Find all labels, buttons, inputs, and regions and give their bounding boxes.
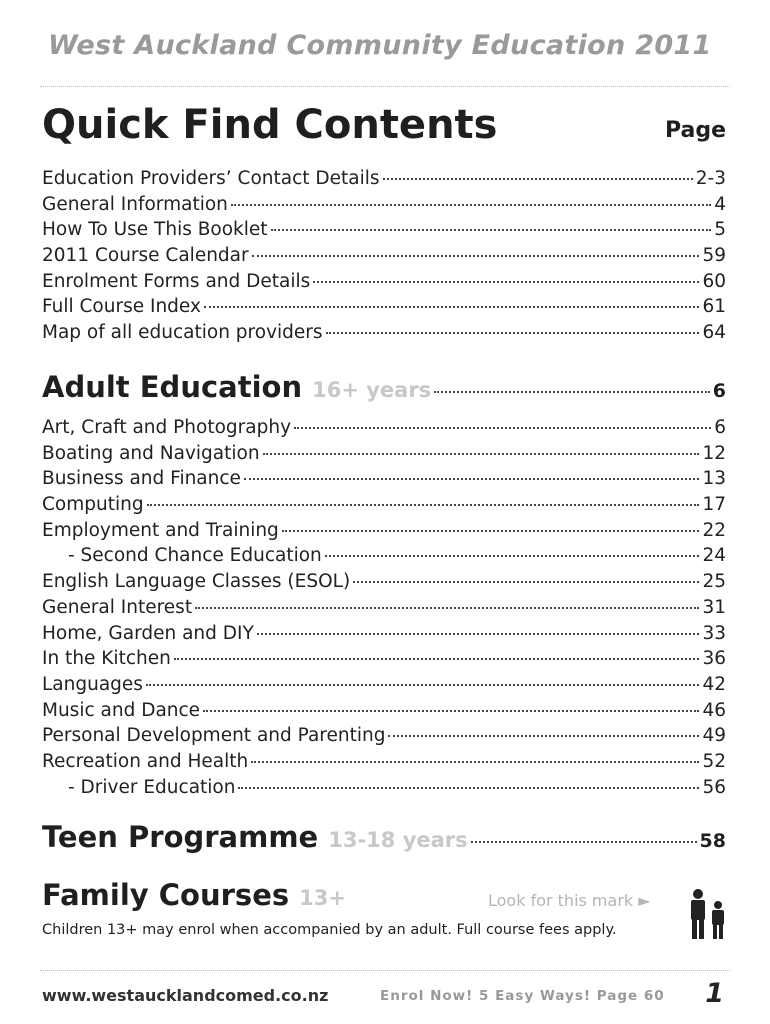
toc-entry-page: 36 — [702, 648, 726, 670]
toc-entry-page: 56 — [702, 776, 726, 798]
toc-entry-label: Business and Finance — [42, 468, 241, 490]
toc-entry-page: 52 — [702, 750, 726, 772]
section-page: 6 — [712, 380, 726, 402]
page-number: 1 — [705, 978, 724, 1009]
toc-entry-page: 60 — [702, 270, 726, 292]
toc-entry-label: Recreation and Health — [42, 750, 249, 772]
toc-entry-label: - Driver Education — [68, 776, 236, 798]
toc-entry[interactable] — [42, 415, 726, 441]
toc-entry[interactable] — [42, 192, 726, 218]
toc-entry-page: 12 — [702, 442, 726, 464]
dot-leader — [174, 658, 700, 660]
dot-leader — [353, 581, 699, 583]
toc-entry-label: - Second Chance Education — [68, 545, 322, 567]
toc-entry-label: How To Use This Booklet — [42, 219, 268, 241]
toc-entry[interactable] — [42, 646, 726, 672]
toc-entry[interactable] — [42, 775, 726, 801]
adult-education-list — [42, 415, 726, 800]
dot-leader — [146, 684, 700, 686]
enrol-note: Enrol Now! 5 Easy Ways! Page 60 — [380, 988, 665, 1004]
toc-entry-page: 31 — [702, 596, 726, 618]
section-title: Adult Education — [42, 370, 303, 404]
toc-entry[interactable] — [42, 492, 726, 518]
toc-entry[interactable] — [42, 749, 726, 775]
dot-leader — [231, 204, 711, 206]
dot-leader — [313, 281, 699, 283]
toc-entry-label: Personal Development and Parenting — [42, 725, 386, 747]
toc-entry-label: Boating and Navigation — [42, 442, 260, 464]
publication-title: West Auckland Community Education 2011 — [48, 30, 712, 61]
toc-entry-page: 59 — [702, 245, 726, 267]
toc-entry-label: Map of all education providers — [42, 322, 323, 344]
toc-entry-label: In the Kitchen — [42, 648, 171, 670]
toc-entry-page: 25 — [702, 571, 726, 593]
dot-leader — [238, 787, 699, 789]
toc-entry[interactable] — [42, 166, 726, 192]
toc-entry-label: Art, Craft and Photography — [42, 417, 292, 438]
contents-list — [42, 166, 726, 346]
look-for-mark-text: Look for this mark ► — [488, 891, 651, 910]
toc-entry[interactable] — [42, 595, 726, 621]
toc-entry[interactable] — [42, 243, 726, 269]
toc-entry-page: 64 — [702, 322, 726, 344]
toc-entry-label: 2011 Course Calendar — [42, 245, 249, 267]
toc-entry-page: 4 — [714, 193, 726, 215]
toc-entry[interactable] — [42, 698, 726, 724]
page-column-heading: Page — [664, 118, 726, 143]
toc-entry[interactable] — [42, 217, 726, 243]
toc-entry[interactable] — [42, 466, 726, 492]
toc-entry-label: General Interest — [42, 596, 193, 618]
toc-entry[interactable] — [42, 294, 726, 320]
toc-entry-page: 61 — [702, 296, 726, 318]
dot-leader — [252, 255, 700, 257]
dot-leader — [388, 735, 699, 737]
dot-leader — [383, 178, 693, 180]
website-link[interactable]: www.westaucklandcomed.co.nz — [42, 986, 329, 1005]
toc-entry-label: Enrolment Forms and Details — [42, 270, 311, 292]
bottom-divider — [40, 970, 730, 971]
toc-entry[interactable] — [42, 723, 726, 749]
toc-entry-page: 33 — [702, 622, 726, 644]
toc-entry[interactable] — [42, 518, 726, 544]
section-subtitle: 13-18 years — [328, 828, 468, 852]
toc-entry[interactable] — [42, 621, 726, 647]
section-title: Family Courses — [42, 878, 290, 912]
dot-leader — [195, 607, 699, 609]
top-divider — [40, 86, 730, 87]
dot-leader — [244, 478, 700, 480]
section-subtitle: 16+ years — [312, 378, 432, 402]
toc-entry-label: Home, Garden and DIY — [42, 622, 254, 644]
dot-leader — [294, 427, 711, 429]
toc-entry-label: General Information — [42, 193, 228, 215]
family-adult-child-icon — [688, 888, 728, 940]
toc-entry-label: Employment and Training — [42, 519, 279, 541]
section-title: Teen Programme — [42, 820, 319, 854]
dot-leader — [271, 229, 712, 231]
dot-leader — [282, 530, 700, 532]
toc-entry-page: 22 — [702, 519, 726, 541]
toc-entry-label: Full Course Index — [42, 296, 201, 318]
family-courses-heading — [42, 878, 346, 912]
section-subtitle: 13+ — [299, 886, 346, 910]
dot-leader — [325, 555, 700, 557]
toc-entry[interactable] — [42, 320, 726, 346]
contents-title: Quick Find Contents — [42, 102, 498, 148]
dot-leader — [204, 306, 700, 308]
toc-entry[interactable] — [42, 441, 726, 467]
dot-leader — [471, 841, 697, 843]
toc-entry-page: 5 — [714, 219, 726, 241]
family-courses-note: Children 13+ may enrol when accompanied by an adult. Full course fees apply. — [42, 922, 617, 938]
section-page: 58 — [699, 830, 726, 852]
dot-leader — [251, 761, 699, 763]
toc-entry[interactable] — [42, 569, 726, 595]
toc-entry-label: English Language Classes (ESOL) — [42, 571, 351, 593]
toc-entry-label: Education Providers’ Contact Details — [42, 168, 380, 189]
dot-leader — [263, 453, 700, 455]
toc-entry-label: Languages — [42, 673, 143, 695]
toc-entry-label: Computing — [42, 494, 144, 516]
toc-entry-page: 6 — [714, 417, 726, 438]
dot-leader — [203, 710, 699, 712]
toc-entry-label: Music and Dance — [42, 699, 201, 721]
toc-entry-page: 42 — [702, 673, 726, 695]
toc-entry-page: 13 — [702, 468, 726, 490]
adult-education-heading[interactable] — [42, 370, 726, 404]
toc-entry[interactable] — [42, 672, 726, 698]
teen-programme-heading[interactable] — [42, 820, 726, 854]
toc-entry-page: 46 — [702, 699, 726, 721]
dot-leader — [147, 504, 700, 506]
dot-leader — [326, 332, 700, 334]
dot-leader — [434, 391, 710, 393]
toc-entry-page: 24 — [702, 545, 726, 567]
toc-entry-page: 49 — [702, 725, 726, 747]
toc-entry[interactable] — [42, 543, 726, 569]
toc-entry-page: 17 — [702, 494, 726, 516]
dot-leader — [257, 633, 700, 635]
toc-entry-page: 2-3 — [695, 168, 726, 189]
toc-entry[interactable] — [42, 269, 726, 295]
